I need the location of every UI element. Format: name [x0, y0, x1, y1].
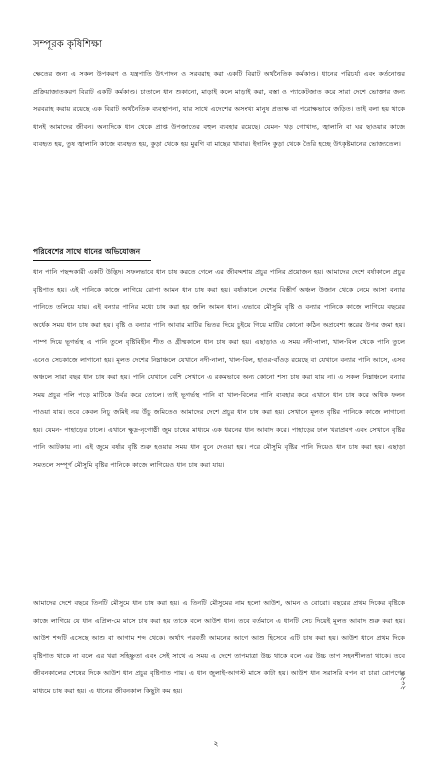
paragraph-adaptation: ধান পানি পছন্দকারী একটি উদ্ভিদ। সফলভাবে ধান চাষ করতে গেলে এর জীবদ্দশায় প্রচুর পানির প্রয়োজন হয়। আমাদের দেশে বর্ষাকালে প্রচুর বৃষ্টিপাত হয়। এই পানিকে কাজে লাগিয়ে রোপা আমন ধান চাষ করা হয়। বর্ষাকালে দেশের বিস্তীর্ণ অঞ্চল উজান থেকে নেমে আসা বন্যার পানিতে তলিয়ে যায়। এই বন্যার পানির মধ্যে চাষ করা হয় জলি আমন ধান। এভাবে মৌসুমি বৃষ্টি ও বন্যার পানিকে কাজে লাগিয়ে বছরের অর্ধেক সময় ধান চাষ করা হয়। বৃষ্টি ও বন্যার পানি আবার মাটির ভিতর দিয়ে চুইয়ে গিয়ে মাটির কোনো কঠিন অপ্রবেশ্য স্তরের উপর জমা হয়। পাম্প দিয়ে ভূগর্ভস্থ এ পানি তুলে বৃষ্টিবিহীন শীত ও গ্রীষ্মকালে ধান চাষ করা হয়। এছাড়াও এ সময় নদী-নালা, খাল-বিল থেকে পানি তুলে এনেও সেচকাজে লাগানো হয়। মূলত দেশের নিম্নাঞ্চলে যেখানে নদী-নালা, খাল-বিল, হাওর-বাঁওড় রয়েছে বা যেখানে বন্যার পানি আসে, এসব অঞ্চলে সারা বছর ধান চাষ করা হয়। পানি যেখানে বেশি সেখানে এ রকমভাবে অন্য কোনো শস্য চাষ করা যায় না। এ সকল নিম্নাঞ্চলে বন্যার সময় প্রচুর পলি পড়ে মাটিকে উর্বর করে তোলে। তাই ভূগর্ভস্থ পানি বা খাল-বিলের পানি ব্যবহার করে এখানে ধান চাষ করে অধিক ফলন পাওয়া যায়। তবে কেবল নিচু জমিই নয় উঁচু জমিতেও আমাদের দেশে প্রচুর ধান চাষ করা হয়। সেখানে মূলত বৃষ্টির পানিকে কাজে লাগানো হয়। যেমন- পাহাড়ের ঢালে। এখানে ক্ষুদ্র-নৃগোষ্ঠী জুম চাষের মাধ্যমে এক ধরনের ধান আবাদ করে। পাহাড়ের ঢাল খরাপ্রবণ এবং সেখানে বৃষ্টির পানি আটকায় না। এই জুমে বর্ষার বৃষ্টি শুরু হওয়ার সময় ধান বুনে দেওয়া হয়। পরে মৌসুমি বৃষ্টির পানি দিয়েও ধান চাষ করা হয়। এছাড়া সমতলে সম্পূর্ণ মৌসুমি বৃষ্টির পানিকে কাজে লাগিয়েও ধান চাষ করা যায়। — [33, 268, 405, 469]
paragraph-intro: ক্ষেতের জন্য এ সকল উপকরণ ও যন্ত্রপাতি উৎপাদন ও সরবরাহ করা একটি বিরাট অর্থনৈতিক কর্মকাণ্ড। ধানের পরিচর্যা এবং কর্তনোত্তর প্রক্রিয়াজাতকরণ বিরাট একটি কর্মকাণ্ড। চাতালে ধান শুকানো, মাড়াই কলে মাড়াই করা, বস্তা ও প্যাকেটজাত করে সারা দেশে ভোক্তার জন্য সরবরাহ করায় রয়েছে এক বিরাট অর্থনৈতিক ব্যবস্থাপনা, যার সাথে এদেশের অসংখ্য মানুষ প্রত্যক্ষ বা পরোক্ষভাবে জড়িত। তাই বলা হয় থাকে ধানই আমাদের জীবন। অন্যদিকে ধান থেকে প্রাপ্ত উপজাতের বহুল ব্যবহার রয়েছে। যেমন- খড় গোখাদ্য, জ্বালানি বা ঘর ছাওয়ার কাজে ব্যবহৃত হয়, তুষ জ্বালানি কাজে ব্যবহৃত হয়, কুড়া থেকে হয় মুরগি বা মাছের খাবার। ইদানিং কুড়া থেকে তৈরি হচ্ছে উৎকৃষ্টমানের ভোজ্যতেল। — [33, 70, 405, 148]
heading-underline — [33, 260, 151, 261]
page-header-title: সম্পূরক কৃষিশিক্ষা — [33, 39, 103, 50]
paragraph-seasons: আমাদের দেশে বছরে তিনটি মৌসুমে ধান চাষ করা হয়। এ তিনটি মৌসুমের নাম হলো আউশ, আমন ও বোরো। বছরের প্রথম দিকের বৃষ্টিকে কাজে লাগিয়ে যে ধান এপ্রিল-মে মাসে চাষ করা হয় তাকে বলে আউশ ধান। তবে বর্তমানে এ ধানটি সেচ দিয়েই মূলত আবাদ শুরু করা হয়। আউশ শব্দটি এসেছে আশু বা আগাম শব্দ থেকে। অর্থাৎ পরবর্তী আমনের আগে আশু হিসেবে এটি চাষ করা হয়। আউশ ধানে প্রথম দিকে বৃষ্টিপাত থাকে না বলে এর খরা সহিষ্ণুতা এবং সেই সাথে এ সময় এ দেশে তাপমাত্রা উচ্চ থাকে বলে এর উচ্চ তাপ সহনশীলতা থাকে। তবে জীবনকালের শেষের দিকে আউশ ধান প্রচুর বৃষ্টিপাত পায়। এ ধান জুলাই-আগস্ট মাসে কাটা হয়। আউশ ধান সরাসরি বপন বা চারা রোপণের মাধ্যমে চাষ করা হয়। এ ধানের জীবনকাল কিছুটা কম হয়। — [33, 599, 405, 695]
page-number: ২ — [213, 739, 219, 748]
section-heading: পরিবেশের সাথে ধানের অভিযোজন — [33, 247, 141, 256]
side-year-label: ২০২৩ — [399, 671, 407, 690]
